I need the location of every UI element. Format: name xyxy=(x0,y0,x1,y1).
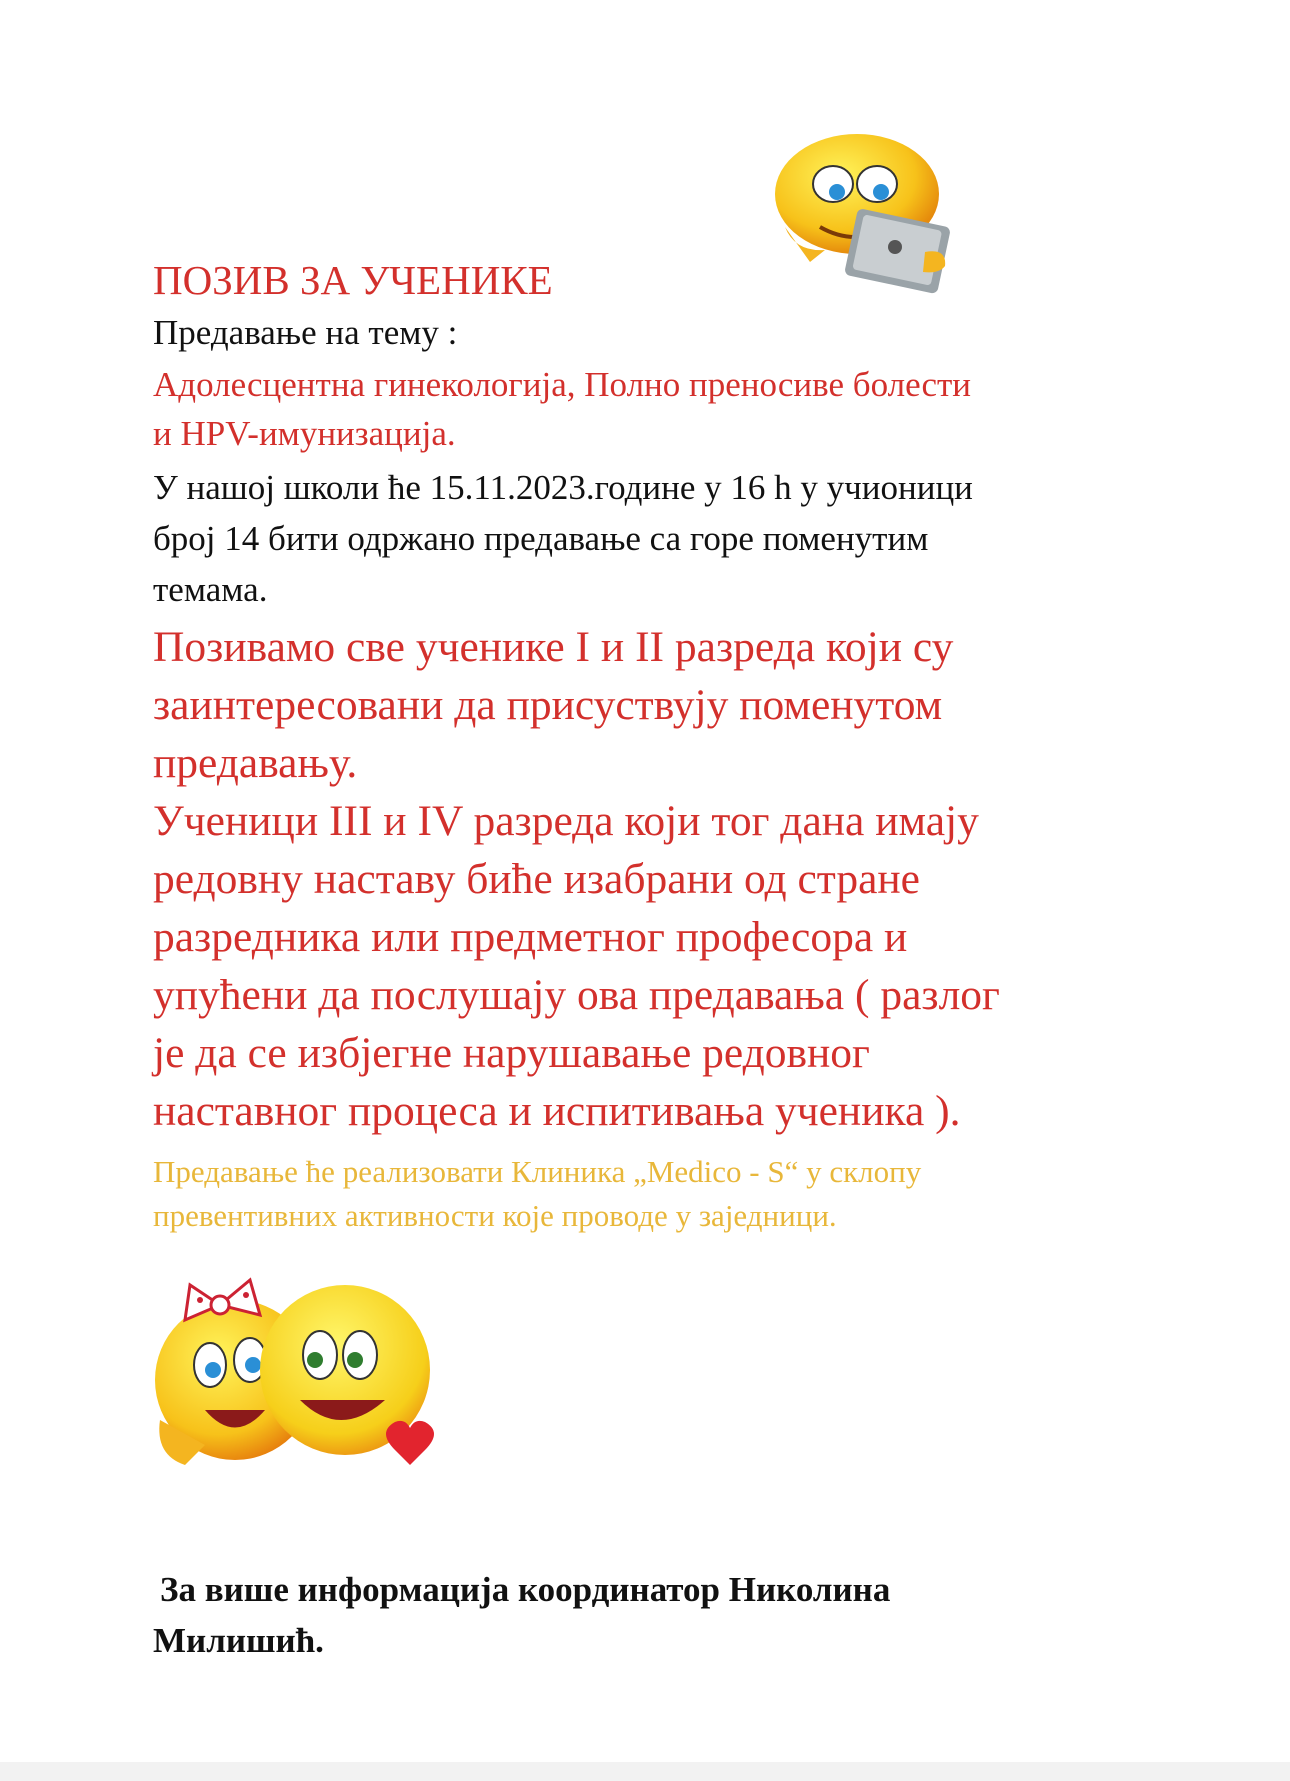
emoji-couple-with-heart-icon xyxy=(150,1260,450,1485)
info-line: темама. xyxy=(153,570,268,609)
invitation-line: разредника или предметног професора и xyxy=(153,913,908,961)
invitation-line: предавању. xyxy=(153,739,358,787)
invitation-line: је да се избјегне нарушавање редовног xyxy=(153,1029,870,1077)
invitation-line: наставног процеса и испитивања ученика ). xyxy=(153,1087,961,1135)
emoji-with-tablet-icon xyxy=(765,132,975,307)
invitation-line: упућени да послушају ова предавања ( разлог xyxy=(153,971,1000,1019)
organizer-line: Предавање ће реализовати Клиника „Medico - S“ у склопу xyxy=(153,1154,922,1189)
page-title: ПОЗИВ ЗА УЧЕНИКЕ xyxy=(153,257,553,303)
topic-line: и HPV-имунизација. xyxy=(153,414,456,453)
topic-intro: Предавање на тему : xyxy=(153,313,458,352)
contact-line: Милишић. xyxy=(153,1621,324,1660)
contact-line: За више информација координатор Николина xyxy=(160,1570,891,1609)
invitation-line: Ученици III и IV разреда који тог дана имају xyxy=(153,797,979,845)
invitation-line: редовну наставу биће изабрани од стране xyxy=(153,855,920,903)
topic-line: Адолесцентна гинекологија, Полно преносиве болести xyxy=(153,365,972,404)
invitation-line: заинтересовани да присуствују поменутом xyxy=(153,681,943,729)
page-bottom-edge xyxy=(0,1762,1290,1781)
invitation-line: Позивамо све ученике I и II разреда који су xyxy=(153,623,954,671)
info-line: број 14 бити одржано предавање са горе поменутим xyxy=(153,519,929,558)
info-line: У нашој школи ће 15.11.2023.године у 16 h у учионици xyxy=(153,468,973,507)
organizer-line: превентивних активности које проводе у заједници. xyxy=(153,1198,837,1233)
